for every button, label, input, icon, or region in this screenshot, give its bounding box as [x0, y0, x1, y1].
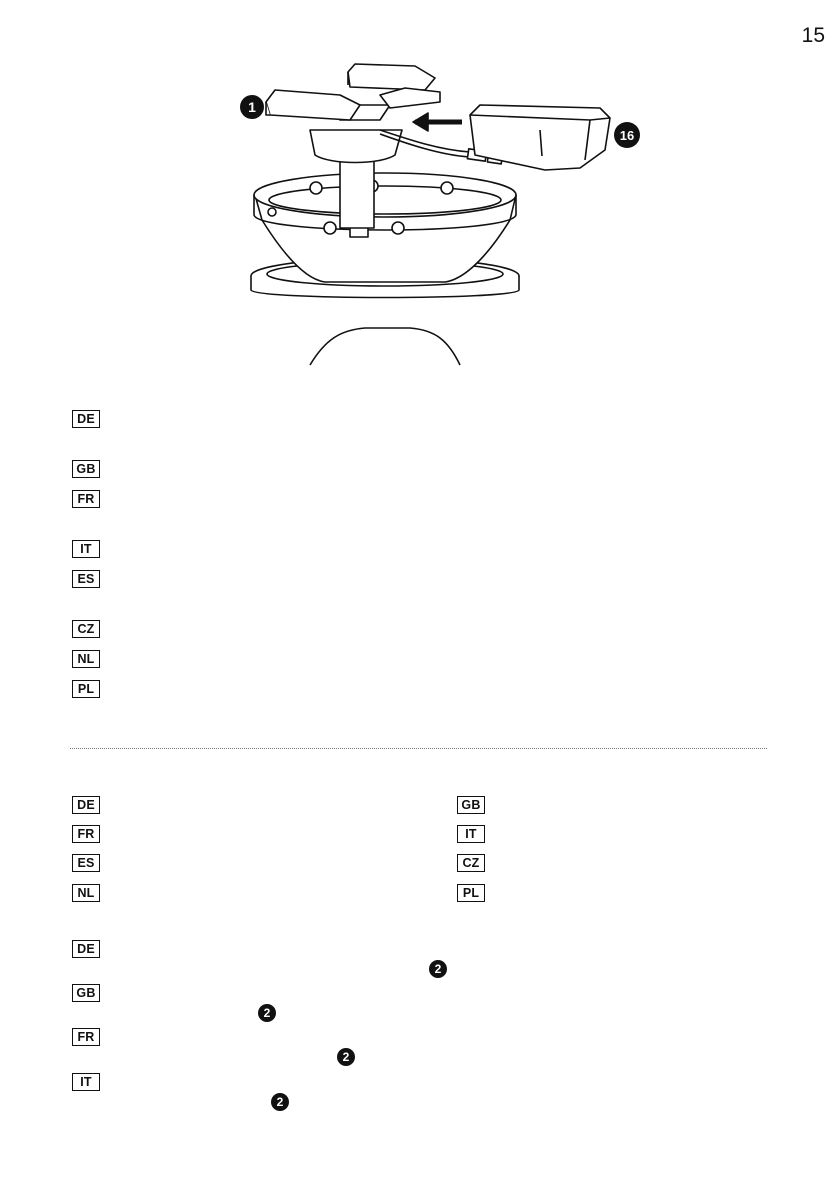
lang-badge-gb-right: GB — [457, 796, 485, 814]
bracket-hub — [310, 130, 402, 163]
lang-badge-it-c: IT — [72, 1073, 100, 1091]
lang-badge-es-left: ES — [72, 854, 100, 872]
callout-2-gb: 2 — [258, 1004, 276, 1022]
callout-2-fr: 2 — [337, 1048, 355, 1066]
assembly-illustration — [230, 60, 650, 370]
page-number: 15 — [801, 24, 825, 47]
lang-badge-gb-c: GB — [72, 984, 100, 1002]
callout-2-it: 2 — [271, 1093, 289, 1111]
section-divider — [70, 748, 767, 749]
lang-badge-it-right: IT — [457, 825, 485, 843]
callout-16-badge — [614, 122, 640, 148]
canopy-rim — [254, 173, 516, 217]
callout-16-label: 16 — [619, 128, 635, 143]
lang-badge-de: DE — [72, 410, 100, 428]
lang-badge-fr: FR — [72, 490, 100, 508]
motor-cone — [310, 328, 460, 365]
bracket-arm-top — [348, 64, 435, 90]
lang-badge-fr-c: FR — [72, 1028, 100, 1046]
lang-badge-fr-left: FR — [72, 825, 100, 843]
lang-badge-nl-left: NL — [72, 884, 100, 902]
lang-badge-de-left: DE — [72, 796, 100, 814]
lang-badge-es: ES — [72, 570, 100, 588]
lang-badge-pl: PL — [72, 680, 100, 698]
lang-badge-it: IT — [72, 540, 100, 558]
downrod — [340, 152, 374, 228]
lang-badge-cz: CZ — [72, 620, 100, 638]
callout-1-badge — [240, 95, 264, 119]
lang-badge-de-c: DE — [72, 940, 100, 958]
callout-2-de: 2 — [429, 960, 447, 978]
bracket-arm-left — [266, 90, 360, 120]
lang-badge-nl: NL — [72, 650, 100, 668]
callout-1-label: 1 — [248, 99, 256, 115]
lang-badge-cz-right: CZ — [457, 854, 485, 872]
lang-badge-gb: GB — [72, 460, 100, 478]
lang-badge-pl-right: PL — [457, 884, 485, 902]
